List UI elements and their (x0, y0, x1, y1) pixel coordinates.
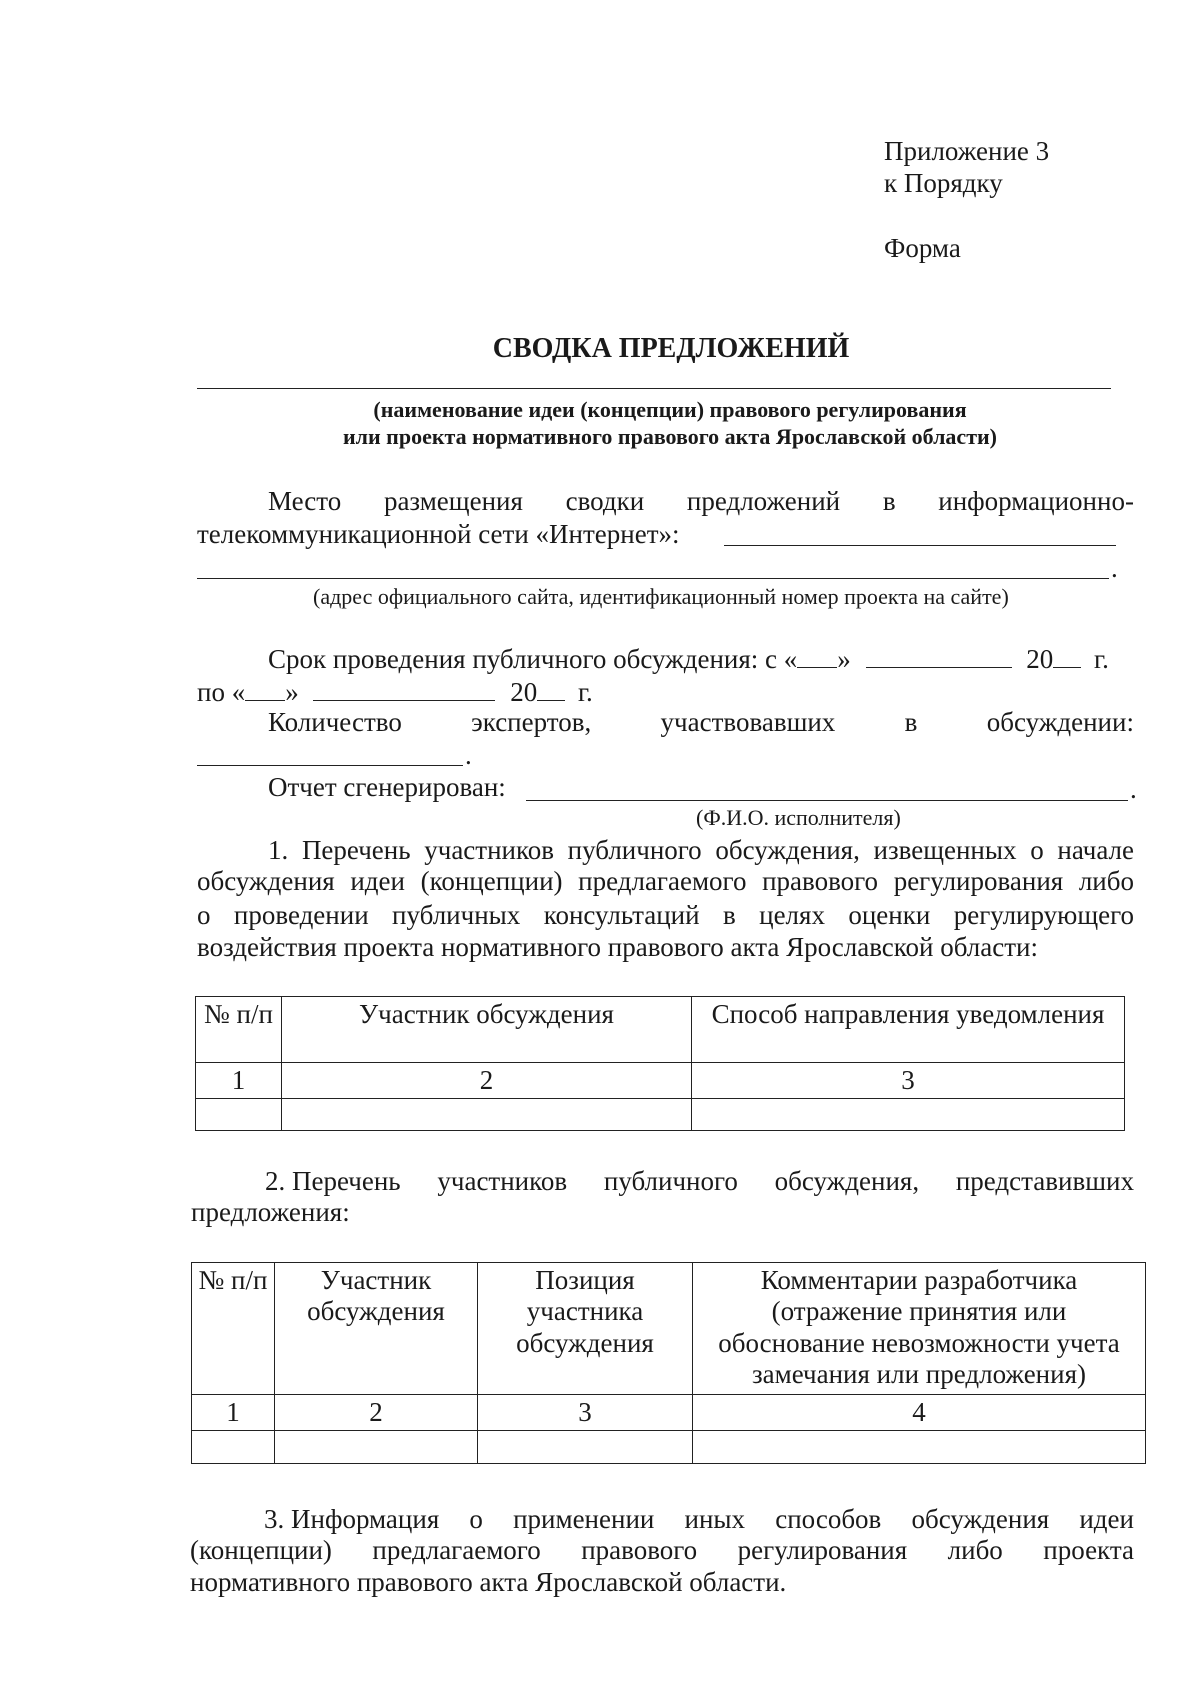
period-line-2: по « » 20 г. (197, 677, 593, 707)
section1-line-2: обсуждения идеи (концепции) предлагаемого правового регулирования либо (197, 866, 1134, 896)
experts-period: . (465, 740, 472, 770)
placement-period: . (1111, 553, 1118, 583)
experts-line: Количество экспертов, участвовавших в обсуждении: (268, 707, 1134, 737)
day-from-blank (797, 643, 837, 668)
column-header-participant: Участник обсуждения (282, 997, 692, 1063)
placement-blank-2 (197, 578, 1109, 579)
section1-line-3: о проведении публичных консультаций в целях оценки регулирующего (197, 900, 1134, 930)
table-row (192, 1431, 1146, 1464)
placement-blank-1 (724, 545, 1116, 546)
placement-line-2: телекоммуникационной сети «Интернет»: (197, 519, 680, 549)
column-header-developer-comments: Комментарии разработчика (отражение принятия или обоснование невозможности учета замечания или предложения) (693, 1263, 1146, 1395)
column-header-number: № п/п (196, 997, 282, 1063)
column-header-number: № п/п (192, 1263, 275, 1395)
report-label: Отчет сгенерирован: (268, 772, 506, 802)
section1-line-4: воздействия проекта нормативного правового акта Ярославской области: (197, 932, 1038, 962)
subtitle-line-2: или проекта нормативного правового акта Ярославской области) (342, 424, 998, 449)
placement-caption: (адрес официального сайта, идентификационный номер проекта на сайте) (313, 584, 1009, 609)
form-label: Форма (884, 233, 961, 263)
month-from-blank (866, 643, 1012, 668)
table-header-row (192, 1263, 1146, 1395)
table-number-row: 1 2 3 4 (192, 1395, 1146, 1431)
report-blank (526, 800, 1128, 801)
day-to-blank (245, 676, 285, 701)
appendix-label: Приложение 3 (884, 136, 1050, 166)
section1-line-1: 1. Перечень участников публичного обсуждения, извещенных о начале (268, 835, 1134, 865)
section3-line-2: (концепции) предлагаемого правового регулирования либо проекта (190, 1535, 1134, 1565)
placement-line-1: Место размещения сводки предложений в информационно- (268, 486, 1134, 516)
report-period: . (1130, 774, 1137, 804)
to-order-label: к Порядку (884, 168, 1003, 198)
section3-line-3: нормативного правового акта Ярославской области. (190, 1567, 787, 1597)
document-title: СВОДКА ПРЕДЛОЖЕНИЙ (492, 333, 850, 364)
table-row (196, 1099, 1125, 1131)
section2-line-2: предложения: (191, 1197, 350, 1227)
section3-line-1: 3. Информация о применении иных способов обсуждения идеи (264, 1504, 1134, 1534)
column-header-position: Позиция участника обсуждения (478, 1263, 693, 1395)
year-to-blank (537, 676, 565, 701)
proposals-table (191, 1262, 1146, 1464)
month-to-blank (313, 676, 495, 701)
period-line-1: Срок проведения публичного обсуждения: с « » 20 г. (268, 644, 1109, 674)
experts-blank (197, 765, 463, 766)
column-header-notification-method: Способ направления уведомления (692, 997, 1125, 1063)
section2-line-1: 2. Перечень участников публичного обсуждения, представивших (265, 1166, 1134, 1196)
table-number-row: 1 2 3 (196, 1063, 1125, 1099)
column-header-participant: Участник обсуждения (275, 1263, 478, 1395)
report-caption: (Ф.И.О. исполнителя) (696, 805, 901, 830)
subtitle-line-1: (наименование идеи (концепции) правового регулирования (373, 397, 967, 422)
table-header-row (196, 997, 1125, 1063)
year-from-blank (1053, 643, 1081, 668)
name-blank-line (197, 388, 1111, 389)
notified-participants-table (195, 996, 1125, 1131)
